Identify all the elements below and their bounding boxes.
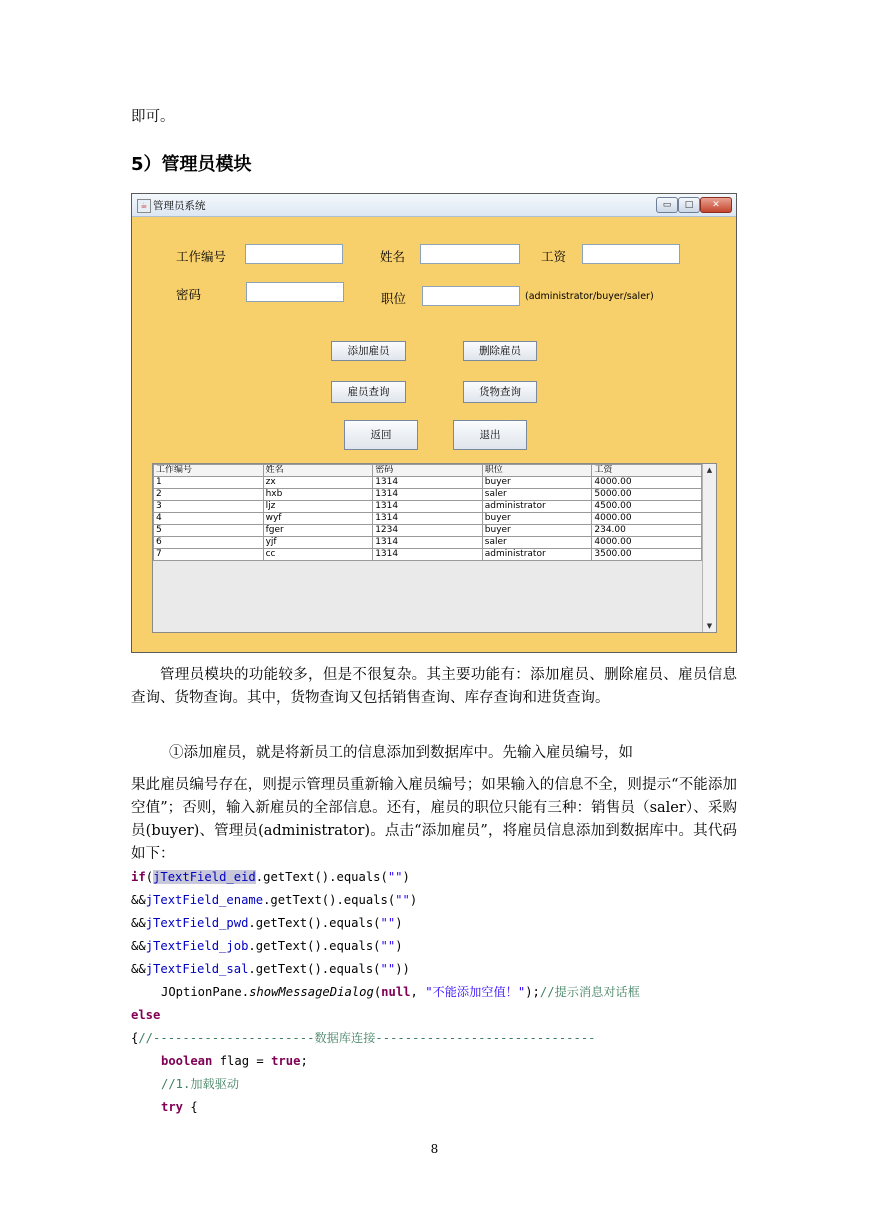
table-cell[interactable]: ljz [263, 501, 373, 513]
code-token: boolean [161, 1054, 213, 1068]
table-cell[interactable]: buyer [482, 525, 592, 537]
code-line-7 [131, 1004, 160, 1027]
table-cell[interactable]: 1 [154, 477, 264, 489]
table-cell[interactable]: 1314 [373, 477, 483, 489]
table-cell[interactable]: cc [263, 549, 373, 561]
column-header[interactable]: 姓名 [263, 465, 373, 477]
code-token: null [381, 985, 411, 999]
employee-table-panel [152, 463, 717, 633]
table-scrollbar[interactable] [702, 464, 716, 632]
exit-button[interactable]: 退出 [453, 420, 527, 450]
code-token: //提示消息对话框 [539, 985, 640, 999]
code-line-10 [161, 1073, 239, 1096]
code-token: "不能添加空值！" [425, 985, 526, 999]
code-token: "" [395, 893, 410, 907]
table-cell[interactable]: hxb [263, 489, 373, 501]
java-icon: ☕ [137, 199, 151, 213]
salary-label: 工资 [541, 249, 567, 264]
code-token: //----------------------数据库连接------------------------------ [138, 1031, 596, 1045]
code-token: "" [387, 870, 403, 884]
table-cell[interactable]: 2 [154, 489, 264, 501]
code-token: showMessageDialog [249, 985, 374, 999]
code-token: true [271, 1054, 301, 1068]
table-cell[interactable]: 1314 [373, 549, 483, 561]
intro-text: 即可。 [131, 109, 175, 125]
salary-field[interactable] [582, 244, 680, 264]
code-token: ( [373, 985, 382, 999]
column-header[interactable]: 密码 [373, 465, 483, 477]
title-bar [132, 194, 736, 217]
code-token: )) [395, 962, 410, 976]
code-token: flag = [212, 1054, 272, 1068]
table-cell[interactable]: 1314 [373, 513, 483, 525]
table-cell[interactable]: wyf [263, 513, 373, 525]
admin-window [131, 193, 737, 653]
paragraph-2-first-line: ①添加雇员，就是将新员工的信息添加到数据库中。先输入雇员编号，如 [169, 745, 633, 761]
code-token: "" [380, 962, 396, 976]
table-cell[interactable]: saler [482, 537, 592, 549]
delete-employee-button[interactable]: 删除雇员 [463, 341, 537, 361]
code-token: .getText().equals( [248, 939, 381, 953]
eid-label: 工作编号 [176, 249, 227, 264]
table-cell[interactable]: 7 [154, 549, 264, 561]
code-token: jTextField_job [145, 939, 249, 953]
code-line-8 [131, 1027, 596, 1050]
eid-field[interactable] [245, 244, 343, 264]
table-cell[interactable]: 234.00 [592, 525, 702, 537]
job-label: 职位 [381, 291, 407, 306]
maximize-button[interactable]: □ [678, 197, 700, 213]
code-token: JOptionPane. [161, 985, 250, 999]
table-cell[interactable]: 6 [154, 537, 264, 549]
table-cell[interactable]: yjf [263, 537, 373, 549]
code-token: "" [380, 916, 396, 930]
table-cell[interactable]: fger [263, 525, 373, 537]
code-token: .getText().equals( [248, 916, 381, 930]
paragraph-2: 果此雇员编号存在，则提示管理员重新输入雇员编号；如果输入的信息不全，则提示“不能添加空值”；否则，输入新雇员的全部信息。还有，雇员的职位只能有三种：销售员（saler）、采购员(buyer)、管理员(administrator)。点击“添加雇员”，将雇员信息添加到数据库中。其代码如下： [131, 777, 737, 862]
table-cell[interactable]: saler [482, 489, 592, 501]
job-field[interactable] [422, 286, 520, 306]
table-cell[interactable]: 3 [154, 501, 264, 513]
table-row[interactable] [154, 489, 702, 501]
code-line-2 [131, 889, 417, 912]
code-token: ) [409, 893, 418, 907]
query-goods-button[interactable]: 货物查询 [463, 381, 537, 403]
table-cell[interactable]: zx [263, 477, 373, 489]
table-row[interactable] [154, 525, 702, 537]
code-line-6 [161, 981, 640, 1004]
code-line-5 [131, 958, 410, 981]
code-token: ); [525, 985, 540, 999]
table-cell[interactable]: 4000.00 [592, 477, 702, 489]
name-label: 姓名 [380, 249, 406, 264]
table-cell[interactable]: buyer [482, 513, 592, 525]
code-token: .getText().equals( [263, 893, 396, 907]
table-row[interactable] [154, 477, 702, 489]
code-token: jTextField_eid [153, 870, 256, 884]
code-token: .getText().equals( [248, 962, 381, 976]
code-token: , [410, 985, 426, 999]
pwd-field[interactable] [246, 282, 344, 302]
code-token: if [131, 870, 146, 884]
table-row[interactable] [154, 513, 702, 525]
table-cell[interactable]: 1314 [373, 489, 483, 501]
code-token: && [131, 893, 146, 907]
table-row[interactable] [154, 501, 702, 513]
code-line-4 [131, 935, 403, 958]
table-cell[interactable]: 4500.00 [592, 501, 702, 513]
page-number: 8 [430, 1142, 439, 1156]
table-cell[interactable]: 5000.00 [592, 489, 702, 501]
code-token: "" [380, 939, 396, 953]
table-cell[interactable]: 5 [154, 525, 264, 537]
code-token: && [131, 916, 146, 930]
code-token: ) [402, 870, 410, 884]
code-token: ) [395, 916, 403, 930]
close-button[interactable]: ✕ [700, 197, 732, 213]
code-token: jTextField_sal [145, 962, 249, 976]
code-token: ( [145, 870, 154, 884]
table-cell[interactable]: 4000.00 [592, 513, 702, 525]
table-cell[interactable]: administrator [482, 501, 592, 513]
table-cell[interactable]: buyer [482, 477, 592, 489]
table-cell[interactable]: administrator [482, 549, 592, 561]
code-token: ) [395, 939, 403, 953]
query-employee-button[interactable]: 雇员查询 [331, 381, 406, 403]
column-header[interactable]: 工作编号 [154, 465, 264, 477]
code-token: //1.加载驱动 [161, 1077, 240, 1091]
table-row[interactable] [154, 549, 702, 561]
add-employee-button[interactable]: 添加雇员 [331, 341, 406, 361]
code-token: && [131, 939, 146, 953]
code-line-1 [131, 866, 410, 889]
scroll-down-icon[interactable]: ▼ [706, 622, 713, 630]
minimize-button[interactable]: ▭ [656, 197, 678, 213]
table-cell[interactable]: 1314 [373, 501, 483, 513]
code-token: { [131, 1031, 139, 1045]
code-line-9 [161, 1050, 308, 1073]
code-token: .getText().equals( [255, 870, 388, 884]
scroll-up-icon[interactable]: ▲ [706, 466, 713, 474]
back-button[interactable]: 返回 [344, 420, 418, 450]
table-cell[interactable]: 1314 [373, 537, 483, 549]
code-token: else [131, 1008, 161, 1022]
name-field[interactable] [420, 244, 520, 264]
table-cell[interactable]: 4000.00 [592, 537, 702, 549]
paragraph-1: 管理员模块的功能较多，但是不很复杂。其主要功能有：添加雇员、删除雇员、雇员信息查询、货物查询。其中，货物查询又包括销售查询、库存查询和进货查询。 [131, 667, 737, 706]
column-header[interactable]: 工资 [592, 465, 702, 477]
code-token: try [161, 1100, 184, 1114]
section-heading: 5）管理员模块 [131, 154, 252, 175]
job-hint: (administrator/buyer/saler) [525, 291, 654, 302]
code-token: jTextField_pwd [145, 916, 249, 930]
code-token: jTextField_ename [145, 893, 264, 907]
code-line-3 [131, 912, 403, 935]
code-line-11 [161, 1096, 198, 1119]
code-token: { [183, 1100, 198, 1114]
column-header[interactable]: 职位 [482, 465, 592, 477]
pwd-label: 密码 [176, 287, 202, 302]
table-row[interactable] [154, 537, 702, 549]
table-cell[interactable]: 4 [154, 513, 264, 525]
window-title: 管理员系统 [153, 200, 206, 212]
table-cell[interactable]: 3500.00 [592, 549, 702, 561]
table-cell[interactable]: 1234 [373, 525, 483, 537]
code-token: ; [300, 1054, 308, 1068]
employee-table[interactable] [153, 464, 702, 561]
code-token: && [131, 962, 146, 976]
table-header-row [154, 465, 702, 477]
